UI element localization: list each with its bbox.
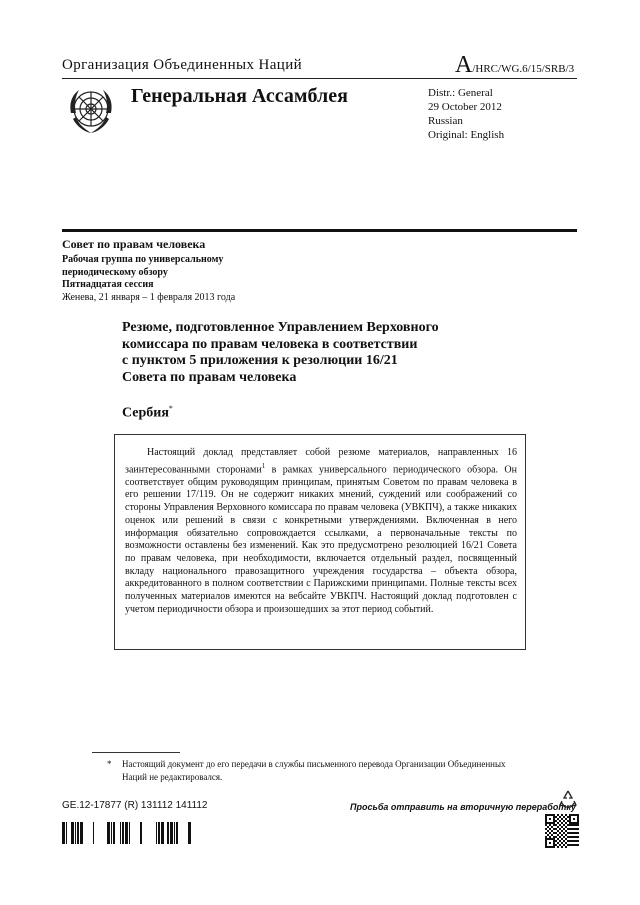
recycle-note: Просьба отправить на вторичную переработку [350, 802, 577, 812]
title-line: с пунктом 5 приложения к резолюции 16/21 [122, 353, 398, 368]
working-group-line2: периодическому обзору [62, 266, 168, 278]
general-assembly-title: Генеральная Ассамблея [131, 85, 348, 107]
header-bottom-rule [62, 229, 577, 232]
document-title [122, 320, 439, 386]
working-group-line1: Рабочая группа по универсальному [62, 254, 224, 265]
country-footnote-marker[interactable]: * [168, 404, 173, 413]
distribution-line: Distr.: General [428, 87, 493, 99]
document-code: GE.12-17877 (R) 131112 141112 [62, 800, 208, 811]
organization-name: Организация Объединенных Наций [62, 57, 303, 73]
country-name: Сербия [122, 405, 169, 421]
session-dates: Женева, 21 января – 1 февраля 2013 года [62, 291, 236, 303]
title-line: Резюме, подготовленное Управлением Верховного [122, 320, 439, 335]
distribution-original: Original: English [428, 129, 505, 141]
summary-box [114, 434, 526, 650]
distribution-info [428, 86, 504, 142]
session-name: Пятнадцатая сессия [62, 279, 154, 290]
footnote-text: Настоящий документ до его передачи в службы письменного перевода Организации Объединенных Наций не редактировался. [122, 759, 506, 782]
footnote-marker: * [107, 759, 112, 769]
distribution-language: Russian [428, 115, 463, 127]
barcode [62, 822, 202, 844]
summary-footnote-marker[interactable]: 1 [261, 461, 266, 470]
qr-code [545, 814, 579, 848]
recycle-icon [558, 789, 578, 809]
summary-text [125, 447, 517, 616]
document-symbol-rest: /HRC/WG.6/15/SRB/3 [472, 63, 575, 75]
footnote-rule [92, 752, 180, 753]
title-line: комиссара по правам человека в соответствии [122, 336, 418, 352]
un-emblem-icon [63, 83, 119, 139]
summary-text-start: Настоящий доклад представляет собой резюме материалов, направленных 16 заинтересованными сторонами [125, 447, 517, 476]
document-symbol [455, 52, 574, 79]
title-line: Совета по правам человека [122, 369, 297, 385]
document-symbol-initial: A [455, 52, 473, 78]
summary-text-rest: в рамках универсального периодического обзора. Он соответствует общим руководящим принципам, принятым Советом по правам человека в его решении 17/119. Он не содержит никаких мнений, суждений или соображений со стороны Управления Верховного комиссара по правам человека (УВКПЧ), а также никаких оценок или решений в связи с конкретными утверждениями. Включенная в него информация обязательно сопровождается ссылками, а первоначальные тексты по возможности оставлены без изменений. Как это предусмотрено резолюцией 16/21 Совета по правам человека, при необходимости, включается отдельный раздел, посвященный вкладу национального правозащитного учреждения государства – объекта обзора, аккредитованного в полном соответствии с Парижскими принципами. Полные тексты всех полученных материалов имеются на вебсайте УВКПЧ. Настоящий доклад подготовлен с учетом периодичности обзора и произошедших за этот период событий. [125, 464, 517, 615]
country-heading [122, 404, 173, 422]
session-info [62, 254, 235, 304]
header-rule [62, 78, 577, 79]
distribution-date: 29 October 2012 [428, 101, 502, 113]
council-name: Совет по правам человека [62, 237, 206, 251]
